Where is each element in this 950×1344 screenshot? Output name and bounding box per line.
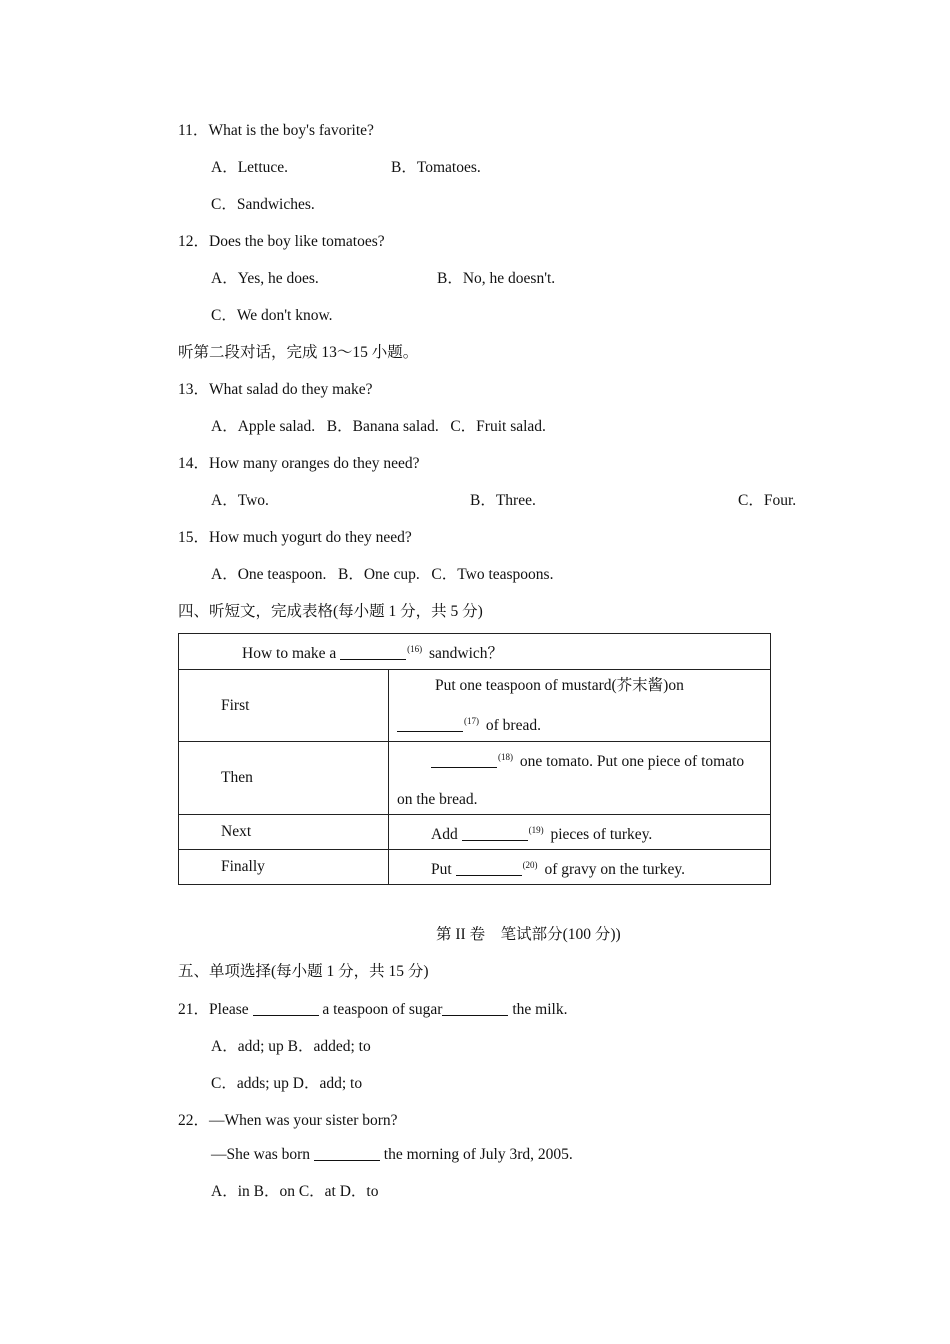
question-text: What is the boy's favorite?	[208, 122, 374, 139]
step-label-cell	[179, 850, 389, 885]
table-title-cell: How to make a $^{(16)}$ sandwich？	[179, 634, 771, 670]
q15-option-c: C．Two teaspoons.	[431, 566, 554, 583]
blank-number: (20)	[522, 859, 538, 870]
question-number: 12．	[178, 233, 210, 250]
table-row	[179, 670, 771, 742]
blank-18	[431, 753, 497, 768]
question-text: How many oranges do they need?	[209, 455, 420, 472]
blank-number: (16)	[407, 644, 423, 654]
table-row	[179, 850, 771, 885]
q15-option-b: B．One cup.	[338, 566, 420, 583]
part-5-heading: 五、单项选择(每小题 1 分，共 15 分)	[178, 963, 429, 980]
q12-option-c: C．We don't know.	[211, 307, 333, 324]
question-text: What salad do they make?	[209, 381, 373, 398]
q12-option-a: A．Yes, he does.	[211, 270, 319, 287]
question-12	[178, 232, 385, 252]
question-number: 13．	[178, 381, 210, 398]
answer-blank	[253, 1001, 319, 1016]
q13-option-c: C．Fruit salad.	[450, 418, 546, 435]
volume-2-title: 第 II 卷 笔试部分(100 分))	[436, 926, 621, 943]
recipe-table	[178, 633, 771, 885]
q11-option-a: A．Lettuce.	[211, 159, 289, 176]
q22-response-line: —She was born the morning of July 3rd, 2005.	[211, 1146, 573, 1163]
blank-17	[397, 717, 463, 732]
table-title-row	[179, 634, 771, 670]
blank-20	[456, 861, 522, 876]
step-label: Finally	[221, 858, 265, 875]
q21-options-ab: A．add; up B．added; to	[211, 1038, 371, 1055]
blank-19	[462, 826, 528, 841]
q13-option-b: B．Banana salad.	[326, 418, 439, 435]
step-content-cell: $^{(18)}$ one tomato. Put one piece of tomato on the bread.	[389, 742, 771, 815]
step-content-cell: Put $^{(20)}$ of gravy on the turkey.	[389, 850, 771, 885]
question-11	[178, 121, 374, 141]
q21-options-cd: C．adds; up D．add; to	[211, 1075, 363, 1092]
blank-number: (17)	[464, 715, 479, 726]
question-22	[178, 1111, 398, 1131]
answer-blank	[442, 1001, 508, 1016]
step-label: Next	[221, 823, 252, 840]
q14-option-b: B．Three.	[470, 492, 536, 509]
blank-number: (19)	[528, 824, 544, 835]
question-21: 21．Please a teaspoon of sugar the milk.	[178, 1001, 568, 1018]
question-13	[178, 380, 373, 400]
step-label: Then	[221, 769, 253, 786]
q15-option-a: A．One teaspoon.	[211, 566, 327, 583]
q11-option-b: B．Tomatoes.	[391, 159, 481, 176]
question-number: 21．	[178, 1001, 210, 1018]
step-label-cell	[179, 670, 389, 742]
answer-blank	[314, 1146, 380, 1161]
step-label-cell	[179, 742, 389, 815]
q13-options	[211, 417, 546, 437]
question-number: 14．	[178, 455, 210, 472]
question-number: 11．	[178, 122, 209, 139]
question-number: 15．	[178, 529, 210, 546]
q14-option-a: A．Two.	[211, 492, 269, 509]
dialog-2-instruction: 听第二段对话，完成 13～15 小题。	[178, 344, 419, 361]
question-14	[178, 454, 420, 474]
q13-option-a: A．Apple salad.	[211, 418, 316, 435]
step-label: First	[221, 696, 250, 714]
question-text: How much yogurt do they need?	[209, 529, 412, 546]
table-row	[179, 815, 771, 850]
question-text: —When was your sister born?	[209, 1112, 398, 1129]
question-text: Does the boy like tomatoes?	[209, 233, 385, 250]
q11-option-c: C．Sandwiches.	[211, 196, 315, 213]
question-number: 22．	[178, 1112, 210, 1129]
step-content-cell: Add $^{(19)}$ pieces of turkey.	[389, 815, 771, 850]
blank-16	[340, 645, 406, 660]
q15-options	[211, 565, 553, 585]
q12-option-b: B．No, he doesn't.	[437, 270, 556, 287]
table-row	[179, 742, 771, 815]
step-label-cell	[179, 815, 389, 850]
question-15	[178, 528, 412, 548]
part-4-heading: 四、听短文，完成表格(每小题 1 分，共 5 分)	[178, 603, 483, 620]
blank-number: (18)	[498, 751, 513, 762]
step-content-cell: Put one teaspoon of mustard(芥末酱)on $^{(17)}$ of bread.	[389, 670, 771, 742]
q14-option-c: C．Four.	[738, 492, 797, 509]
q22-options: A．in B．on C．at D．to	[211, 1183, 379, 1200]
